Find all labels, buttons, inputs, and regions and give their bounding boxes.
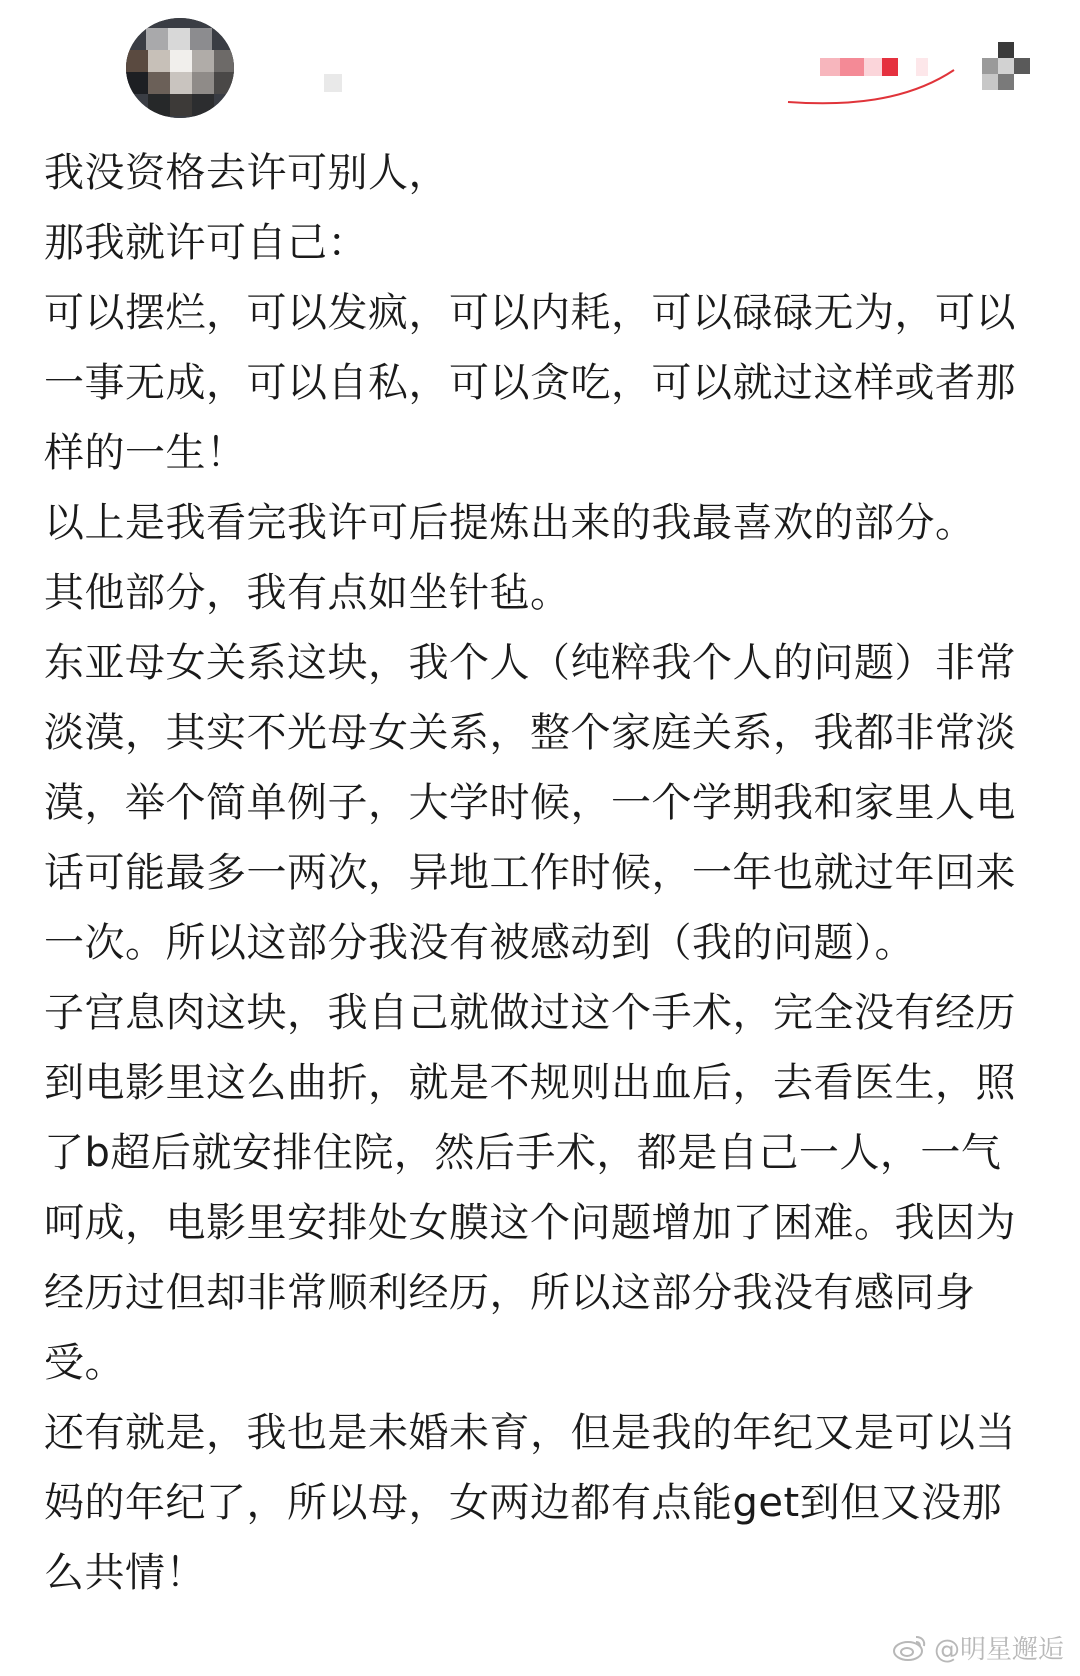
post-line: 其他部分，我有点如坐针毡。: [44, 570, 571, 616]
post-line: 东亚母女关系这块，我个人（纯粹我个人的问题）非常淡漠，其实不光母女关系，整个家庭关系，我都非常淡漠，举个简单例子，大学时候，一个学期我和家里人电话可能最多一两次，异地工作时候，一年也就过年回来一次。所以这部分我没有被感动到（我的问题）。: [44, 640, 1016, 966]
follow-underline-icon: [786, 62, 961, 107]
watermark-text: @明星邂逅: [934, 1634, 1065, 1665]
weibo-icon: [892, 1633, 928, 1661]
post-line: 子宫息肉这块，我自己就做过这个手术，完全没有经历到电影里这么曲折，就是不规则出血后，去看医生，照了b超后就安排住院，然后手术，都是自己一人，一气呵成，电影里安排处女膜这个问题增加了困难。我因为经历过但却非常顺利经历，所以这部分我没有感同身受。: [44, 990, 1016, 1386]
post-line: 可以摆烂，可以发疯，可以内耗，可以碌碌无为，可以一事无成，可以自私，可以贪吃，可以就过这样或者那样的一生！: [44, 290, 1016, 476]
post-line: 以上是我看完我许可后提炼出来的我最喜欢的部分。: [44, 500, 976, 546]
username[interactable]: [324, 74, 342, 92]
post-body: [44, 138, 1036, 1608]
post-line: 还有就是，我也是未婚未育，但是我的年纪又是可以当妈的年纪了，所以母，女两边都有点能get到但又没那么共情！: [44, 1410, 1016, 1596]
post-header: [0, 0, 1080, 140]
more-icon[interactable]: [982, 42, 1032, 94]
avatar[interactable]: [126, 18, 234, 118]
post-line: 那我就许可自己：: [44, 220, 368, 266]
watermark: [892, 1628, 1064, 1666]
post-line: 我没资格去许可别人，: [44, 150, 449, 196]
